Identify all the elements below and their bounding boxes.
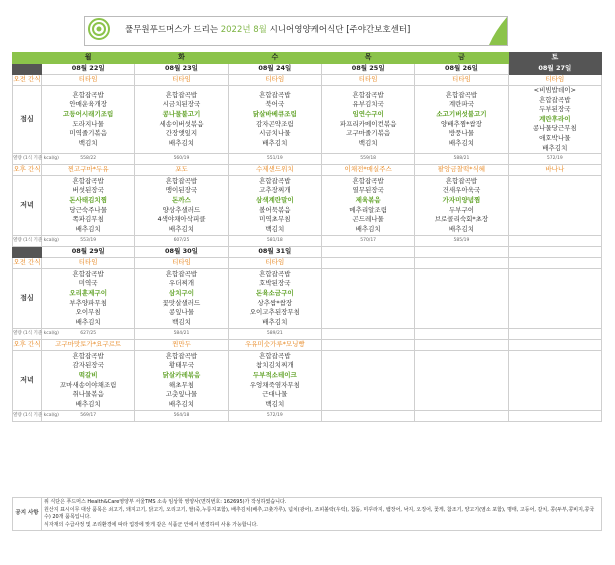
menu-item: 흔합잡곡밥	[539, 95, 571, 104]
menu-item: 삼치구이	[168, 289, 195, 298]
menu-item: 제육볶음	[355, 196, 381, 205]
menu-item: 오리훈제구이	[69, 289, 107, 298]
menu-item: 시금치된장국	[162, 100, 201, 109]
menu-item: 배추김치	[75, 224, 101, 233]
menu-item: 파프리카메이컨볶음	[339, 119, 397, 128]
menu-item: 도라지나물	[72, 119, 104, 128]
lunch-cell	[135, 269, 228, 329]
menu-item: 돈까스	[172, 196, 191, 205]
calorie-cell	[508, 329, 601, 340]
menu-item: 세송이버섯볶음	[159, 119, 204, 128]
calorie-cell: 572/19	[508, 154, 601, 165]
menu-item: 배추김치	[75, 399, 101, 408]
menu-item: 브로콜리숙회*초장	[434, 215, 489, 224]
menu-item: 고추장찌개	[259, 186, 291, 195]
menu-item: 흔합잡곡밥	[72, 90, 104, 99]
weekday-header: 목	[321, 53, 414, 64]
menu-item: 두부적소테이크	[252, 371, 297, 380]
snack-cell	[415, 258, 508, 269]
lunch-cell	[321, 86, 414, 154]
menu-item: 두부구이	[448, 205, 475, 214]
menu-item: 계란후라이	[539, 114, 571, 123]
notice-body	[42, 498, 602, 531]
menu-item: 미역줄기볶음	[69, 129, 107, 138]
menu-item: 흔합잡곡밥	[165, 176, 198, 185]
row-label: 점심	[13, 269, 42, 329]
date-cell: 08월 24일	[228, 64, 321, 75]
snack-cell: 고구마맛토가*요구르트	[42, 340, 135, 351]
date-cell	[321, 247, 414, 258]
menu-item: 해초무침	[168, 380, 195, 389]
snack-cell: 티타임	[415, 75, 508, 86]
weekday-header: 토	[508, 53, 601, 64]
date-cell: 08월 23일	[135, 64, 228, 75]
calorie-cell: 553/19	[42, 236, 135, 247]
menu-item: 배추김치	[355, 224, 381, 233]
menu-item: 돈육소금구이	[255, 289, 294, 298]
date-cell	[508, 247, 601, 258]
row-label: 저녁	[13, 351, 42, 411]
title-prefix: 풀무원푸드머스가 드리는	[125, 25, 219, 35]
morning-snack-row	[13, 258, 602, 269]
snack-cell	[321, 258, 414, 269]
menu-item: 흔합잡곡밥	[445, 90, 478, 99]
dinner-cell	[415, 351, 508, 411]
menu-item: 꼬마새송이야채조림	[59, 380, 117, 389]
date-cell: 08월 25일	[321, 64, 414, 75]
date-row	[13, 64, 602, 75]
menu-item: 임연수구이	[352, 109, 384, 118]
notice-item: 원산지 표시이무 대상 품목은 쇠고기, 돼지고기, 닭고기, 오리고기, 쌀(죽,누룽지포함), 배추김치(배추,고춧가루), 넙치(광어), 조피볼락(우럭), 참돔, 미꾸라지, 뱀장어, 낙지, 오징어, 꽃게, 참조기, 양고기(염소 포함), 명태, 고등어, 갈치, 콩(두부,콩비지,콩국수) 20개 품목입니다.	[44, 506, 595, 520]
menu-item: 호박된장국	[259, 279, 291, 288]
menu-item: 맹이된장국	[165, 186, 198, 195]
weekday-header: 금	[415, 53, 508, 64]
notice-label: 공지 사항	[13, 498, 42, 531]
menu-item: 콩나물불고기	[162, 109, 201, 118]
menu-item: 흔합잡곡밥	[165, 269, 198, 278]
snack-cell: 티타임	[228, 258, 321, 269]
menu-item: 배추김치	[168, 224, 195, 233]
menu-item: 부추양파무침	[69, 298, 107, 307]
menu-item: 근대나물	[262, 390, 288, 399]
menu-item: 참치김치찌개	[255, 361, 294, 370]
menu-item: 미역국	[78, 279, 98, 288]
menu-item: 간장앳잎지	[165, 129, 198, 138]
notice-table	[12, 497, 602, 531]
afternoon-snack-row	[13, 340, 602, 351]
menu-item: 배추김치	[448, 138, 475, 147]
snack-cell: 티타임	[135, 75, 228, 86]
calorie-cell: 589/21	[228, 329, 321, 340]
calorie-cell: 581/18	[228, 236, 321, 247]
menu-item: 배추김치	[262, 317, 288, 326]
calorie-cell	[321, 411, 414, 422]
menu-item: 떡갈비	[78, 371, 98, 380]
menu-item: 삼색계란말이	[255, 196, 294, 205]
menu-item: 감자된장국	[72, 361, 104, 370]
weekday-header: 화	[135, 53, 228, 64]
menu-item: 흔합잡곡밥	[352, 176, 384, 185]
dinner-cell	[135, 351, 228, 411]
dinner-cell	[508, 351, 601, 411]
lunch-cell	[508, 269, 601, 329]
dinner-cell	[321, 176, 414, 236]
calorie-cell: 558/22	[42, 154, 135, 165]
page-title	[125, 23, 410, 35]
calorie-cell: 560/19	[135, 154, 228, 165]
calorie-cell: 551/19	[228, 154, 321, 165]
dinner-cell	[415, 176, 508, 236]
menu-item: 백김치	[265, 399, 285, 408]
menu-item: 상추쌈*쌈장	[257, 298, 293, 307]
menu-item: 당근숙주나물	[69, 205, 107, 214]
calorie-cell: 570/17	[321, 236, 414, 247]
corner-cell	[13, 64, 42, 75]
dinner-cell	[228, 351, 321, 411]
menu-item: 가자미양념찜	[442, 196, 481, 205]
menu-item: 곤드레나물	[352, 215, 384, 224]
title-suffix: 시니어영양케어식단 [주야간보호센터]	[269, 25, 411, 35]
dinner-cell	[321, 351, 414, 411]
menu-item: 4색야채아삭피클	[157, 215, 206, 224]
title-month: 2022년 8월	[220, 25, 267, 35]
lunch-cell	[415, 269, 508, 329]
dinner-row	[13, 351, 602, 411]
date-cell: 08월 26일	[415, 64, 508, 75]
calorie-cell	[415, 329, 508, 340]
snack-cell: 티타임	[42, 258, 135, 269]
menu-item: 흔합잡곡밥	[72, 269, 104, 278]
date-cell: 08월 27일	[508, 64, 601, 75]
row-label: 오전 간식	[13, 75, 42, 86]
menu-item: 닭살바베큐조림	[252, 109, 297, 118]
dinner-cell	[508, 176, 601, 236]
calorie-cell: 607/25	[135, 236, 228, 247]
weekday-header: 수	[228, 53, 321, 64]
menu-item: 흔합잡곡밥	[352, 90, 384, 99]
notice-item: 위 식단은 푸드머스 Health&Care영양부 서울TMS 소속 임상학 영양사(면허번호: 162695)가 작성하였습니다.	[44, 499, 287, 505]
menu-item: 안매운육개장	[69, 100, 107, 109]
menu-item: 유부김치국	[352, 100, 384, 109]
morning-snack-row	[13, 75, 602, 86]
menu-item: 시금치나물	[259, 129, 291, 138]
snack-cell: 바나나	[508, 165, 601, 176]
menu-item: 양배추찜*쌈장	[441, 119, 482, 128]
corner-cell	[13, 53, 42, 64]
date-cell: 08월 29일	[42, 247, 135, 258]
snack-cell: 티타임	[508, 75, 601, 86]
menu-item: 흔합잡곡밥	[72, 351, 104, 360]
calorie-cell: 572/19	[228, 411, 321, 422]
menu-item: 흔합잡곡밥	[259, 176, 291, 185]
menu-item: 배추김치	[168, 138, 195, 147]
calorie-cell: 585/19	[415, 236, 508, 247]
menu-item: 오이무침	[75, 308, 101, 317]
menu-item: 닭살카레볶음	[162, 371, 201, 380]
menu-item: 볼어묵볶음	[259, 205, 291, 214]
snack-cell	[508, 258, 601, 269]
lunch-cell	[42, 86, 135, 154]
menu-item: 북어국	[265, 100, 285, 109]
weekday-header: 월	[42, 53, 135, 64]
menu-item: 백김치	[172, 317, 191, 326]
calorie-cell: 584/21	[135, 329, 228, 340]
menu-item: 고등어시래기조림	[63, 109, 114, 118]
menu-item: 흔합잡곡밥	[259, 269, 291, 278]
menu-item: 배추김치	[448, 224, 475, 233]
snack-cell: 티타임	[321, 75, 414, 86]
notice-item: 식자재의 수급사정 및 조리환경에 따라 업장에 맞게 같은 식품군 안에서 변경하여 사용 가능합니다.	[44, 521, 258, 528]
menu-item: 배추김치	[168, 399, 195, 408]
menu-item: 흔합잡곡밥	[165, 90, 198, 99]
menu-item: 백김치	[358, 138, 378, 147]
date-cell: 08월 22일	[42, 64, 135, 75]
calorie-cell: 569/17	[42, 411, 135, 422]
menu-item: 양상추샐러드	[162, 205, 201, 214]
menu-item: 배추김치	[542, 143, 568, 152]
header-banner	[84, 16, 508, 46]
calorie-cell: 564/18	[135, 411, 228, 422]
row-label: 열량 (1식 기준 kcal/g)	[13, 329, 42, 340]
row-label: 저녁	[13, 176, 42, 236]
menu-item: 백김치	[78, 138, 98, 147]
row-label: 열량 (1식 기준 kcal/g)	[13, 236, 42, 247]
menu-item: 콩잎나물	[168, 308, 195, 317]
row-label: 열량 (1식 기준 kcal/g)	[13, 154, 42, 165]
menu-item: 배추김치	[262, 138, 288, 147]
snack-cell: 티타임	[228, 75, 321, 86]
calorie-cell	[415, 411, 508, 422]
calorie-cell	[508, 236, 601, 247]
corner-cell	[13, 247, 42, 258]
menu-item: 오이고추된장무침	[249, 308, 300, 317]
menu-item: 우엉채죽염자무침	[249, 380, 300, 389]
lunch-cell	[321, 269, 414, 329]
menu-item: <비빔밥데이>	[533, 86, 576, 94]
calorie-cell	[321, 329, 414, 340]
weekly-menu-table	[12, 52, 602, 422]
calorie-row	[13, 329, 602, 340]
menu-item: 두부된장국	[539, 105, 571, 114]
dinner-cell	[42, 176, 135, 236]
calorie-cell	[508, 411, 601, 422]
brand-logo-icon	[87, 17, 111, 41]
menu-item: 흔합잡곡밥	[72, 176, 104, 185]
lunch-cell	[415, 86, 508, 154]
calorie-row	[13, 154, 602, 165]
snack-cell: 찐만두	[135, 340, 228, 351]
afternoon-snack-row	[13, 165, 602, 176]
snack-cell: 포도	[135, 165, 228, 176]
snack-cell: 티타임	[42, 75, 135, 86]
snack-cell	[321, 340, 414, 351]
snack-cell: 이채전*매실주스	[321, 165, 414, 176]
menu-item: 쪽파김무침	[72, 215, 104, 224]
calorie-cell: 588/21	[415, 154, 508, 165]
menu-item: 건새우아욱국	[442, 186, 481, 195]
calorie-row	[13, 411, 602, 422]
snack-cell: 티타임	[135, 258, 228, 269]
lunch-cell	[228, 86, 321, 154]
lunch-row	[13, 86, 602, 154]
menu-item: 소고기버섯불고기	[436, 109, 487, 118]
calorie-row	[13, 236, 602, 247]
dinner-cell	[42, 351, 135, 411]
menu-item: 흔합잡곡밥	[445, 176, 478, 185]
menu-item: 고구마줄기볶음	[346, 129, 391, 138]
menu-item: 계란파국	[448, 100, 475, 109]
dinner-cell	[228, 176, 321, 236]
menu-item: 콩나물당근무침	[532, 124, 577, 133]
snack-cell: 찐고구마*두유	[42, 165, 135, 176]
menu-item: 취나물볶음	[72, 390, 104, 399]
menu-item: 애호박나물	[539, 133, 571, 142]
menu-item: 미역초무침	[259, 215, 291, 224]
snack-cell: 팥앙금찰떡*식혜	[415, 165, 508, 176]
menu-item: 열무된장국	[352, 186, 384, 195]
menu-item: 방풍나물	[448, 129, 475, 138]
menu-item: 배추김치	[75, 317, 101, 326]
dinner-row	[13, 176, 602, 236]
menu-item: 돈사태김치찜	[69, 196, 107, 205]
date-cell	[415, 247, 508, 258]
lunch-cell	[508, 86, 601, 154]
dinner-cell	[135, 176, 228, 236]
row-label: 열량 (1식 기준 kcal/g)	[13, 411, 42, 422]
menu-item: 백김치	[265, 224, 285, 233]
lunch-cell	[135, 86, 228, 154]
row-label: 오후 간식	[13, 165, 42, 176]
calorie-cell: 559/18	[321, 154, 414, 165]
lunch-row	[13, 269, 602, 329]
row-label: 오후 간식	[13, 340, 42, 351]
menu-item: 흔합잡곡밥	[259, 90, 291, 99]
menu-item: 꽃맛살샐러드	[162, 298, 201, 307]
date-cell: 08월 30일	[135, 247, 228, 258]
menu-item: 흔합잡곡밥	[165, 351, 198, 360]
date-row	[13, 247, 602, 258]
weekday-header-row	[13, 53, 602, 64]
row-label: 점심	[13, 86, 42, 154]
menu-item: 황태무국	[168, 361, 195, 370]
menu-item: 흔합잡곡밥	[259, 351, 291, 360]
snack-cell: 우유미숫가루*모닝빵	[228, 340, 321, 351]
snack-cell	[415, 340, 508, 351]
menu-item: 감자곤약조림	[255, 119, 294, 128]
menu-item: 메추리알조림	[349, 205, 387, 214]
lunch-cell	[228, 269, 321, 329]
date-cell: 08월 31일	[228, 247, 321, 258]
row-label: 오전 간식	[13, 258, 42, 269]
menu-item: 버섯된장국	[72, 186, 104, 195]
menu-item: 우더찌개	[168, 279, 195, 288]
snack-cell	[508, 340, 601, 351]
lunch-cell	[42, 269, 135, 329]
snack-cell: 수제샌드위치	[228, 165, 321, 176]
decorative-leaf-icon	[481, 17, 507, 45]
calorie-cell: 627/25	[42, 329, 135, 340]
menu-item: 고춧잎나물	[165, 390, 198, 399]
